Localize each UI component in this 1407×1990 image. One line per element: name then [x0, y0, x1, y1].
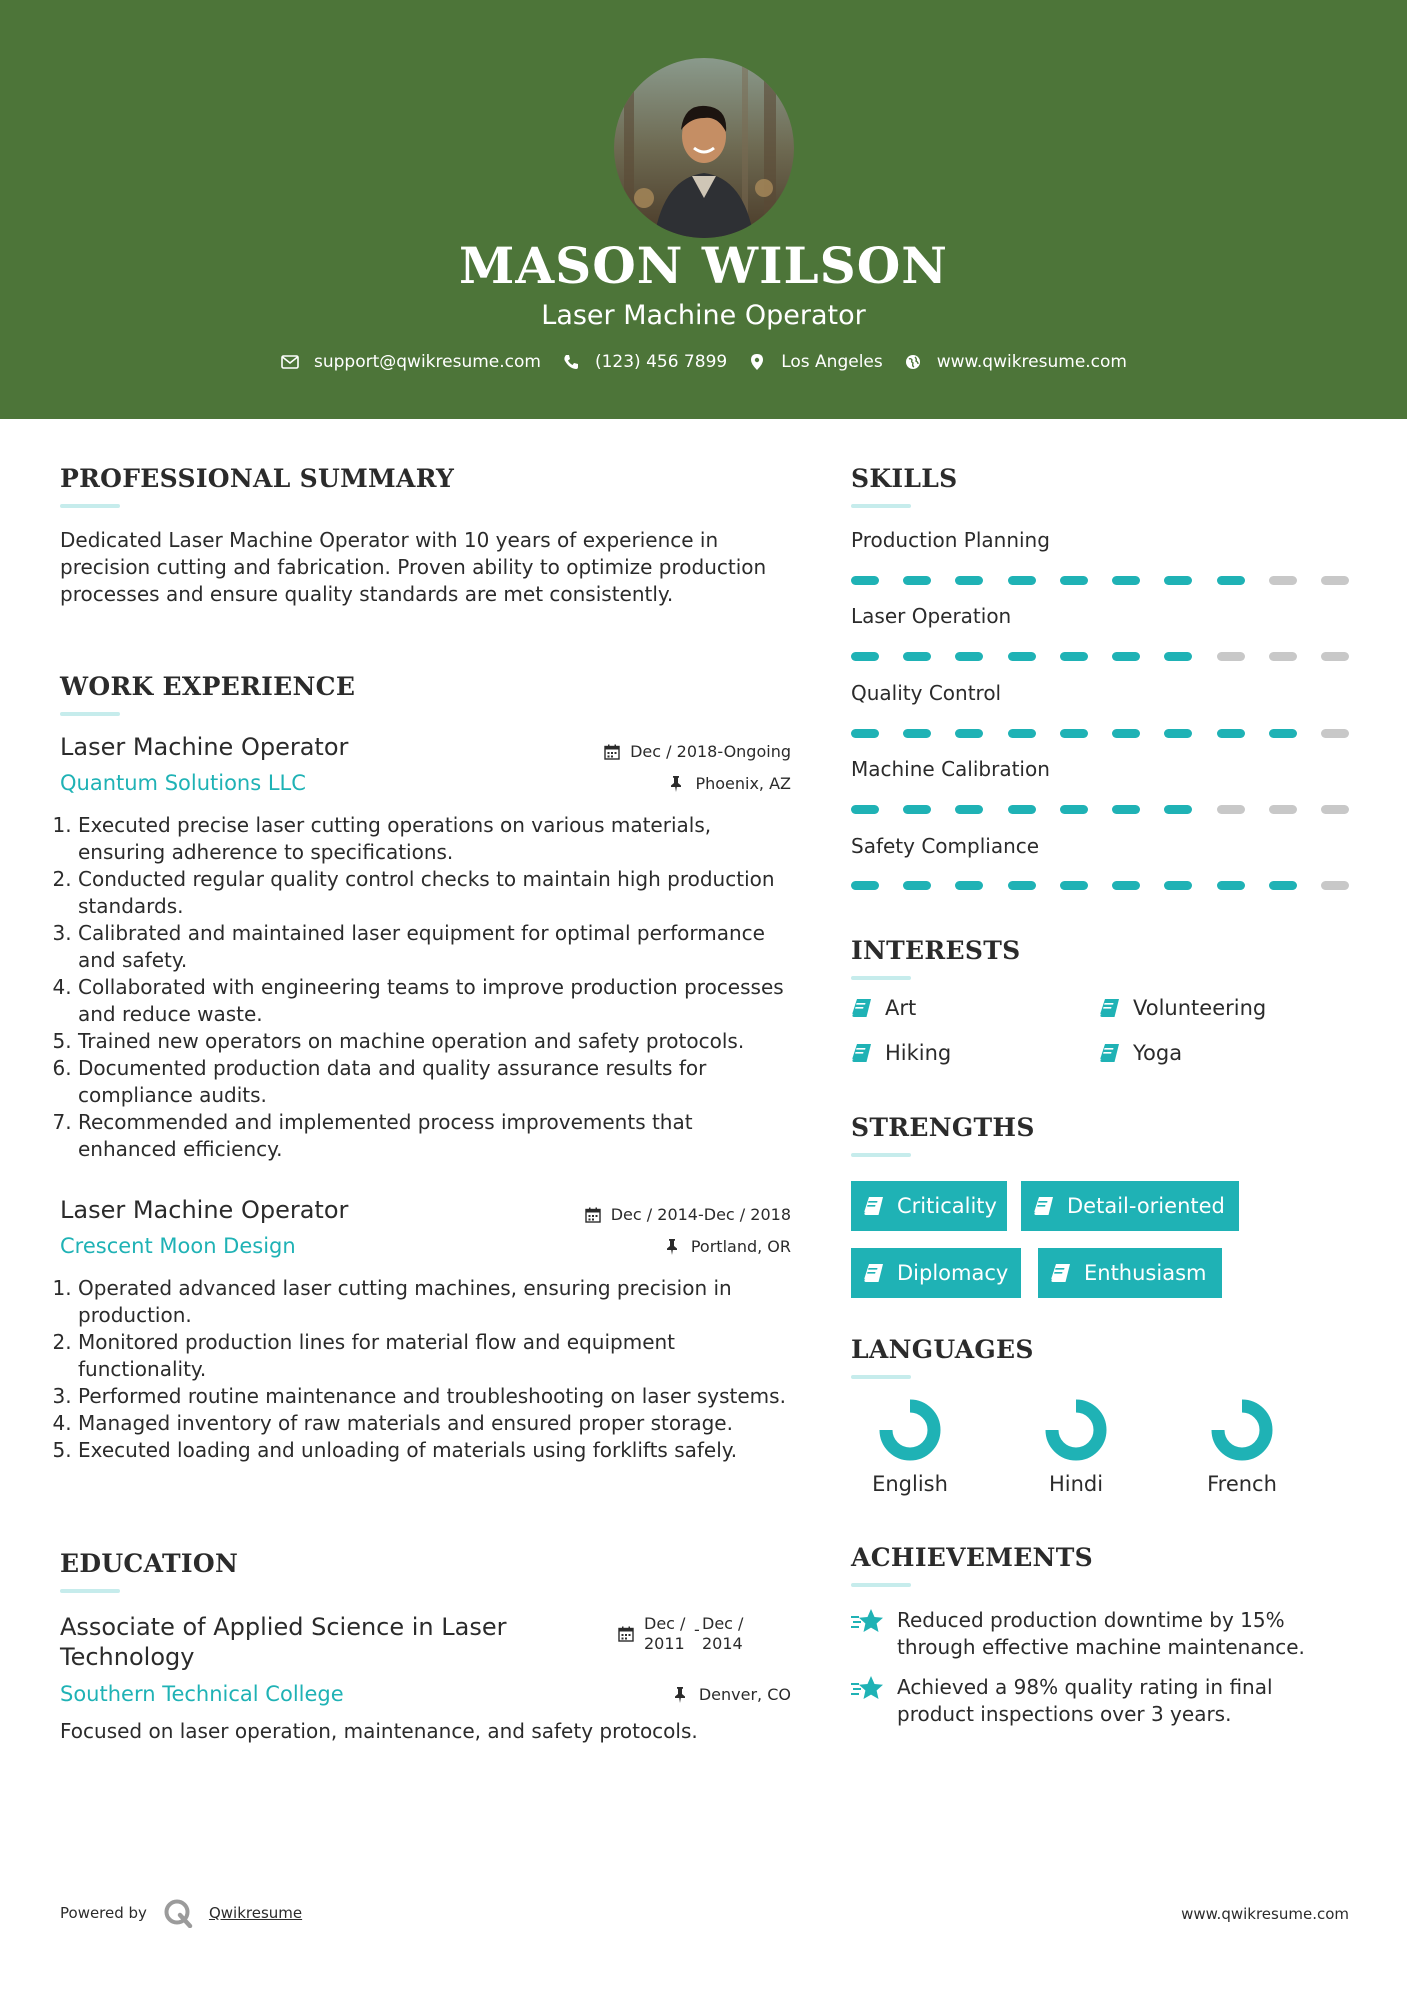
languages-heading: LANGUAGES [851, 1335, 1034, 1364]
skill-dash-filled [1008, 729, 1036, 738]
strength-label: Detail-oriented [1067, 1194, 1225, 1218]
strength-label: Diplomacy [897, 1261, 1009, 1285]
skill-dash-filled [1008, 881, 1036, 890]
skill-dash-filled [1217, 729, 1245, 738]
skill-dash-filled [1008, 652, 1036, 661]
education-dates [618, 1614, 752, 1654]
education-description: Focused on laser operation, maintenance, and safety protocols. [60, 1719, 698, 1743]
contact-email[interactable] [280, 352, 541, 372]
strength-label: Criticality [897, 1194, 997, 1218]
summary-text: Dedicated Laser Machine Operator with 10 years of experience in precision cutting and fabrication. Proven ability to optimize production processes and ensure quality standards are met consistently. [60, 528, 767, 606]
skill-dash-filled [1112, 576, 1140, 585]
skill-dash-filled [1164, 881, 1192, 890]
skill-dash-empty [1321, 805, 1349, 814]
skill-dash-filled [903, 805, 931, 814]
skill-dash-filled [851, 805, 879, 814]
footer-powered-by [60, 1898, 302, 1928]
achievement-item [851, 1607, 1351, 1661]
language-label: French [1207, 1472, 1277, 1496]
profile-photo [614, 58, 794, 238]
skill-dash-filled [851, 652, 879, 661]
book-icon [863, 1262, 885, 1284]
thumbtack-icon [669, 776, 685, 792]
language-item [1016, 1398, 1136, 1496]
skill-dash-filled [851, 881, 879, 890]
language-label: Hindi [1048, 1472, 1104, 1496]
education-degree: Associate of Applied Science in Laser Technology [60, 1613, 507, 1671]
achievement-text: Reduced production downtime by 15% through effective machine maintenance. [897, 1608, 1305, 1659]
book-icon [1099, 997, 1121, 1019]
calendar-icon [585, 1207, 601, 1223]
skill-rating [851, 805, 1349, 814]
strengths-heading: STRENGTHS [851, 1113, 1035, 1142]
skill-dash-filled [1060, 576, 1088, 585]
job-1-company[interactable]: Quantum Solutions LLC [60, 771, 306, 795]
skill-dash-filled [1060, 881, 1088, 890]
book-icon [1050, 1262, 1072, 1284]
envelope-icon [280, 352, 300, 372]
education-date-separator: - [694, 1620, 700, 1639]
skill-dash-filled [1164, 729, 1192, 738]
skill-dash-filled [1217, 576, 1245, 585]
candidate-name: MASON WILSON [459, 236, 948, 295]
duty-item: 2. Monitored production lines for material flow and equipment functionality. [78, 1329, 790, 1383]
skill-dash-filled [1008, 576, 1036, 585]
map-pin-icon [747, 352, 767, 372]
qwikresume-logo-icon [163, 1898, 193, 1928]
skill-dash-filled [955, 729, 983, 738]
skill-dash-filled [1060, 805, 1088, 814]
interest-item [851, 1041, 951, 1065]
interest-item [851, 996, 916, 1020]
book-icon [1033, 1195, 1055, 1217]
skill-dash-filled [955, 881, 983, 890]
skill-dash-empty [1321, 652, 1349, 661]
skills-heading-rule [851, 504, 911, 508]
achievement-text: Achieved a 98% quality rating in final product inspections over 3 years. [897, 1675, 1273, 1726]
interest-label: Art [885, 996, 917, 1020]
experience-heading: WORK EXPERIENCE [60, 672, 356, 701]
language-level-arc [886, 1406, 934, 1454]
achievements-heading-rule [851, 1583, 911, 1587]
skill-dash-empty [1321, 729, 1349, 738]
interest-label: Hiking [885, 1041, 952, 1065]
language-label: English [872, 1472, 948, 1496]
book-icon [851, 997, 873, 1019]
language-item [850, 1398, 970, 1496]
contact-bar [0, 352, 1407, 372]
book-icon [851, 1042, 873, 1064]
skill-dash-filled [1164, 805, 1192, 814]
contact-email-text: support@qwikresume.com [314, 352, 541, 372]
skill-dash-empty [1217, 805, 1245, 814]
skill-dash-filled [955, 805, 983, 814]
strengths-heading-rule [851, 1153, 911, 1157]
job-2-dates-text: Dec / 2014-Dec / 2018 [610, 1205, 791, 1224]
summary-heading-rule [60, 504, 120, 508]
skill-dash-filled [1269, 729, 1297, 738]
duty-item: 5. Executed loading and unloading of materials using forklifts safely. [78, 1437, 790, 1464]
strength-chip [1021, 1181, 1239, 1231]
skill-dash-filled [1217, 881, 1245, 890]
job-2-company[interactable]: Crescent Moon Design [60, 1234, 296, 1258]
education-location-text: Denver, CO [698, 1685, 791, 1704]
skill-name: Production Planning [851, 528, 1050, 552]
footer-site-link[interactable]: www.qwikresume.com [1181, 1905, 1349, 1923]
star-icon [851, 1607, 885, 1637]
star-icon [851, 1674, 885, 1704]
strength-chip [1038, 1248, 1222, 1298]
language-level-arc [1052, 1406, 1100, 1454]
skill-dash-filled [1269, 881, 1297, 890]
job-1-role: Laser Machine Operator [60, 733, 349, 761]
strength-label: Enthusiasm [1084, 1261, 1207, 1285]
skill-dash-filled [903, 729, 931, 738]
duty-item: 3. Performed routine maintenance and troubleshooting on laser systems. [78, 1383, 790, 1410]
education-school[interactable]: Southern Technical College [60, 1682, 344, 1706]
language-level-ring [1210, 1398, 1274, 1462]
strength-chip [851, 1248, 1021, 1298]
job-1-dates-text: Dec / 2018-Ongoing [630, 742, 791, 761]
contact-phone-text: (123) 456 7899 [594, 352, 728, 372]
duty-item: 2. Conducted regular quality control checks to maintain high production standards. [78, 866, 790, 920]
skill-name: Safety Compliance [851, 834, 1040, 858]
contact-location-text: Los Angeles [781, 352, 883, 372]
languages-heading-rule [851, 1375, 911, 1379]
skill-dash-filled [1060, 652, 1088, 661]
skill-dash-empty [1321, 881, 1349, 890]
skill-rating [851, 652, 1349, 661]
duty-item: 6. Documented production data and quality assurance results for compliance audits. [78, 1055, 790, 1109]
education-location [500, 1685, 791, 1704]
duty-item: 3. Calibrated and maintained laser equipment for optimal performance and safety. [78, 920, 790, 974]
interest-label: Yoga [1133, 1041, 1183, 1065]
skill-rating [851, 881, 1349, 890]
book-icon [1099, 1042, 1121, 1064]
interest-label: Volunteering [1133, 996, 1267, 1020]
skill-dash-filled [1112, 652, 1140, 661]
skill-dash-filled [955, 652, 983, 661]
interest-item [1099, 1041, 1182, 1065]
skill-rating [851, 576, 1349, 585]
skills-heading: SKILLS [851, 464, 958, 493]
skill-dash-filled [1164, 652, 1192, 661]
thumbtack-icon [673, 1687, 689, 1703]
duty-item: 4. Collaborated with engineering teams to improve production processes and reduce waste. [78, 974, 790, 1028]
job-1-dates [500, 742, 791, 761]
job-2-role: Laser Machine Operator [60, 1196, 349, 1224]
skill-dash-filled [903, 652, 931, 661]
duty-item: 1. Operated advanced laser cutting machines, ensuring precision in production. [78, 1275, 790, 1329]
skill-dash-filled [851, 576, 879, 585]
skill-dash-empty [1269, 652, 1297, 661]
strength-chip [851, 1181, 1007, 1231]
skill-dash-filled [1112, 805, 1140, 814]
skill-dash-empty [1217, 652, 1245, 661]
contact-location [747, 352, 883, 372]
skill-dash-filled [1164, 576, 1192, 585]
contact-phone[interactable] [561, 352, 727, 372]
duty-item: 7. Recommended and implemented process improvements that enhanced efficiency. [78, 1109, 790, 1163]
resume-header [0, 0, 1407, 419]
contact-website-text: www.qwikresume.com [936, 352, 1127, 372]
achievement-item [851, 1674, 1351, 1728]
duty-item: 1. Executed precise laser cutting operations on various materials, ensuring adherence to specifications. [78, 812, 790, 866]
job-2-dates [500, 1205, 791, 1224]
job-1-location [500, 774, 791, 793]
education-date-start: Dec / 2011 [644, 1614, 686, 1653]
education-heading: EDUCATION [60, 1549, 239, 1578]
skill-dash-filled [1112, 729, 1140, 738]
duty-item: 4. Managed inventory of raw materials and ensured proper storage. [78, 1410, 790, 1437]
job-2-location-text: Portland, OR [690, 1237, 791, 1256]
duty-item: 5. Trained new operators on machine operation and safety protocols. [78, 1028, 790, 1055]
calendar-icon [618, 1626, 634, 1642]
calendar-icon [604, 744, 620, 760]
skill-dash-filled [955, 576, 983, 585]
interests-heading: INTERESTS [851, 936, 1021, 965]
skill-name: Machine Calibration [851, 757, 1050, 781]
skill-dash-filled [1060, 729, 1088, 738]
contact-website[interactable] [903, 352, 1127, 372]
skill-name: Quality Control [851, 681, 1002, 705]
language-level-ring [878, 1398, 942, 1462]
thumbtack-icon [665, 1239, 681, 1255]
skill-dash-filled [903, 881, 931, 890]
skill-name: Laser Operation [851, 604, 1012, 628]
language-item [1182, 1398, 1302, 1496]
language-level-arc [1218, 1406, 1266, 1454]
globe-icon [903, 352, 923, 372]
summary-heading: PROFESSIONAL SUMMARY [60, 464, 455, 493]
education-heading-rule [60, 1589, 120, 1593]
job-1-location-text: Phoenix, AZ [695, 774, 791, 793]
qwikresume-link[interactable]: Qwikresume [208, 1904, 303, 1922]
achievements-heading: ACHIEVEMENTS [851, 1543, 1093, 1572]
book-icon [863, 1195, 885, 1217]
skill-dash-filled [851, 729, 879, 738]
job-2-duties [60, 1275, 790, 1464]
powered-by-text: Powered by [60, 1904, 147, 1922]
phone-icon [561, 352, 581, 372]
skill-dash-empty [1269, 576, 1297, 585]
job-1-duties [60, 812, 790, 1163]
education-date-end: Dec / 2014 [702, 1614, 744, 1653]
job-2-location [500, 1237, 791, 1256]
skill-dash-filled [1008, 805, 1036, 814]
language-level-ring [1044, 1398, 1108, 1462]
skill-dash-filled [903, 576, 931, 585]
skill-dash-filled [1112, 881, 1140, 890]
candidate-title: Laser Machine Operator [541, 300, 866, 331]
interest-item [1099, 996, 1266, 1020]
skill-dash-empty [1321, 576, 1349, 585]
skill-dash-empty [1269, 805, 1297, 814]
experience-heading-rule [60, 712, 120, 716]
interests-heading-rule [851, 976, 911, 980]
skill-rating [851, 729, 1349, 738]
